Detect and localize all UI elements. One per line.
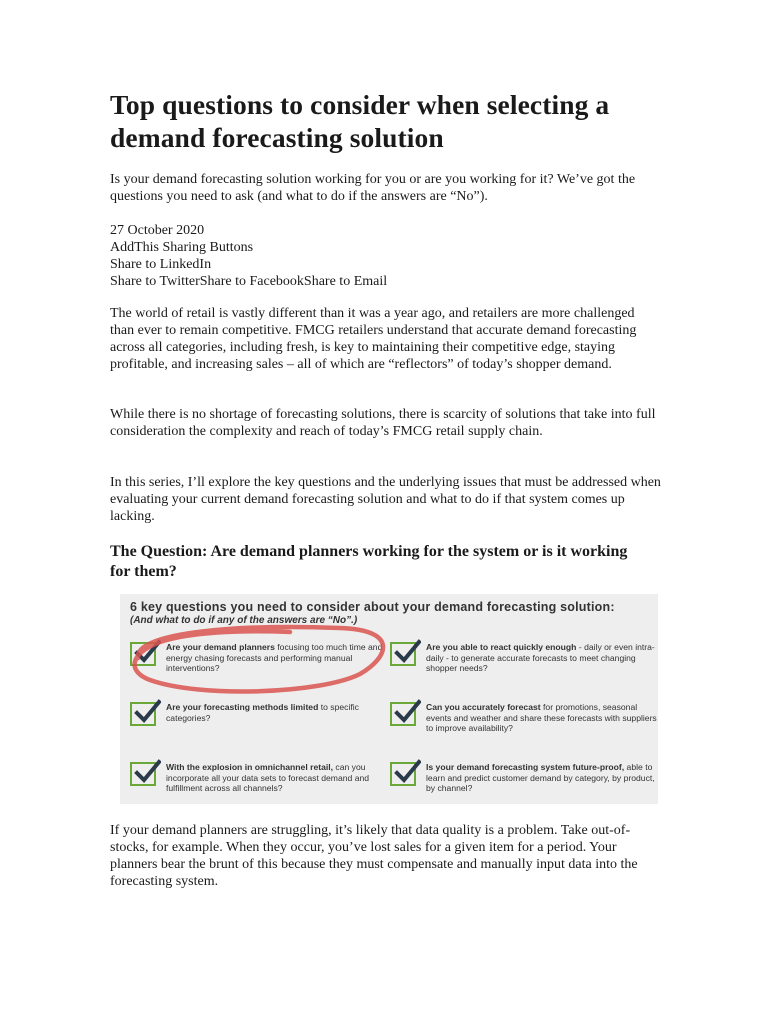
- checkbox-icon: [130, 762, 156, 786]
- checkbox-icon: [390, 702, 416, 726]
- paragraph-1: The world of retail is vastly different than it was a year ago, and retailers are more challenged than ever to remain competitive. FMCG retailers understand that accurate demand forecasting across all categories, including fresh, is key to maintaining their competitive edge, staying profitable, and increasing sales – all of which are “reflectors” of today’s shopper demand.: [110, 306, 637, 372]
- checkbox-icon: [390, 762, 416, 786]
- article-intro: Is your demand forecasting solution working for you or are you working for it? We’ve got the questions you need to ask (and what to do if the answers are “No”).: [110, 172, 636, 204]
- checkbox-icon: [130, 642, 156, 666]
- infographic-subtitle: (And what to do if any of the answers are “No”.): [130, 615, 358, 626]
- question-item: [130, 702, 401, 726]
- share-linkedin-link[interactable]: Share to LinkedIn: [110, 257, 212, 272]
- question-item: [390, 762, 658, 794]
- question-item: [130, 762, 401, 794]
- checkbox-icon: [130, 702, 156, 726]
- infographic-title: 6 key questions you need to consider about your demand forecasting solution:: [130, 600, 615, 614]
- question-item: [130, 642, 401, 674]
- article-title: Top questions to consider when selecting a demand forecasting solution: [110, 89, 610, 153]
- article-date: 27 October 2020: [110, 223, 205, 238]
- question-item: [390, 702, 658, 734]
- paragraph-2: While there is no shortage of forecasting solutions, there is scarcity of solutions that take into full consideration the complexity and reach of today’s FMCG retail supply chain.: [110, 407, 656, 439]
- share-other-links[interactable]: Share to TwitterShare to FacebookShare to Email: [110, 274, 388, 289]
- question-text: Are your forecasting methods limited to specific categories?: [166, 702, 359, 723]
- share-heading: AddThis Sharing Buttons: [110, 240, 254, 255]
- infographic-image: [120, 594, 658, 804]
- question-text: Are you able to react quickly enough - daily or even intra-daily - to generate accurate forecasts to meet changing shopper needs?: [426, 642, 655, 674]
- question-text: Are your demand planners focusing too much time and energy chasing forecasts and performing manual interventions?: [166, 642, 383, 674]
- question-text: Is your demand forecasting system future-proof, able to learn and predict customer demand by category, by product, by channel?: [426, 762, 655, 794]
- checkbox-icon: [390, 642, 416, 666]
- paragraph-4: If your demand planners are struggling, it’s likely that data quality is a problem. Take out-of-stocks, for example. When they occur, you’ve lost sales for a given item for a period. Your planners bear the brunt of this because they must compensate and manually input data into the forecasting system.: [110, 823, 638, 889]
- question-item: [390, 642, 658, 674]
- paragraph-3: In this series, I’ll explore the key questions and the underlying issues that must be addressed when evaluating your current demand forecasting solution and what to do if that system comes up lacking.: [110, 475, 661, 524]
- question-text: Can you accurately forecast for promotions, seasonal events and weather and share these forecasts with suppliers to improve availability?: [426, 702, 657, 734]
- question-heading: The Question: Are demand planners working for the system or is it working for them?: [110, 543, 628, 580]
- question-text: With the explosion in omnichannel retail, can you incorporate all your data sets to forecast demand and fulfillment across all channels?: [166, 762, 370, 794]
